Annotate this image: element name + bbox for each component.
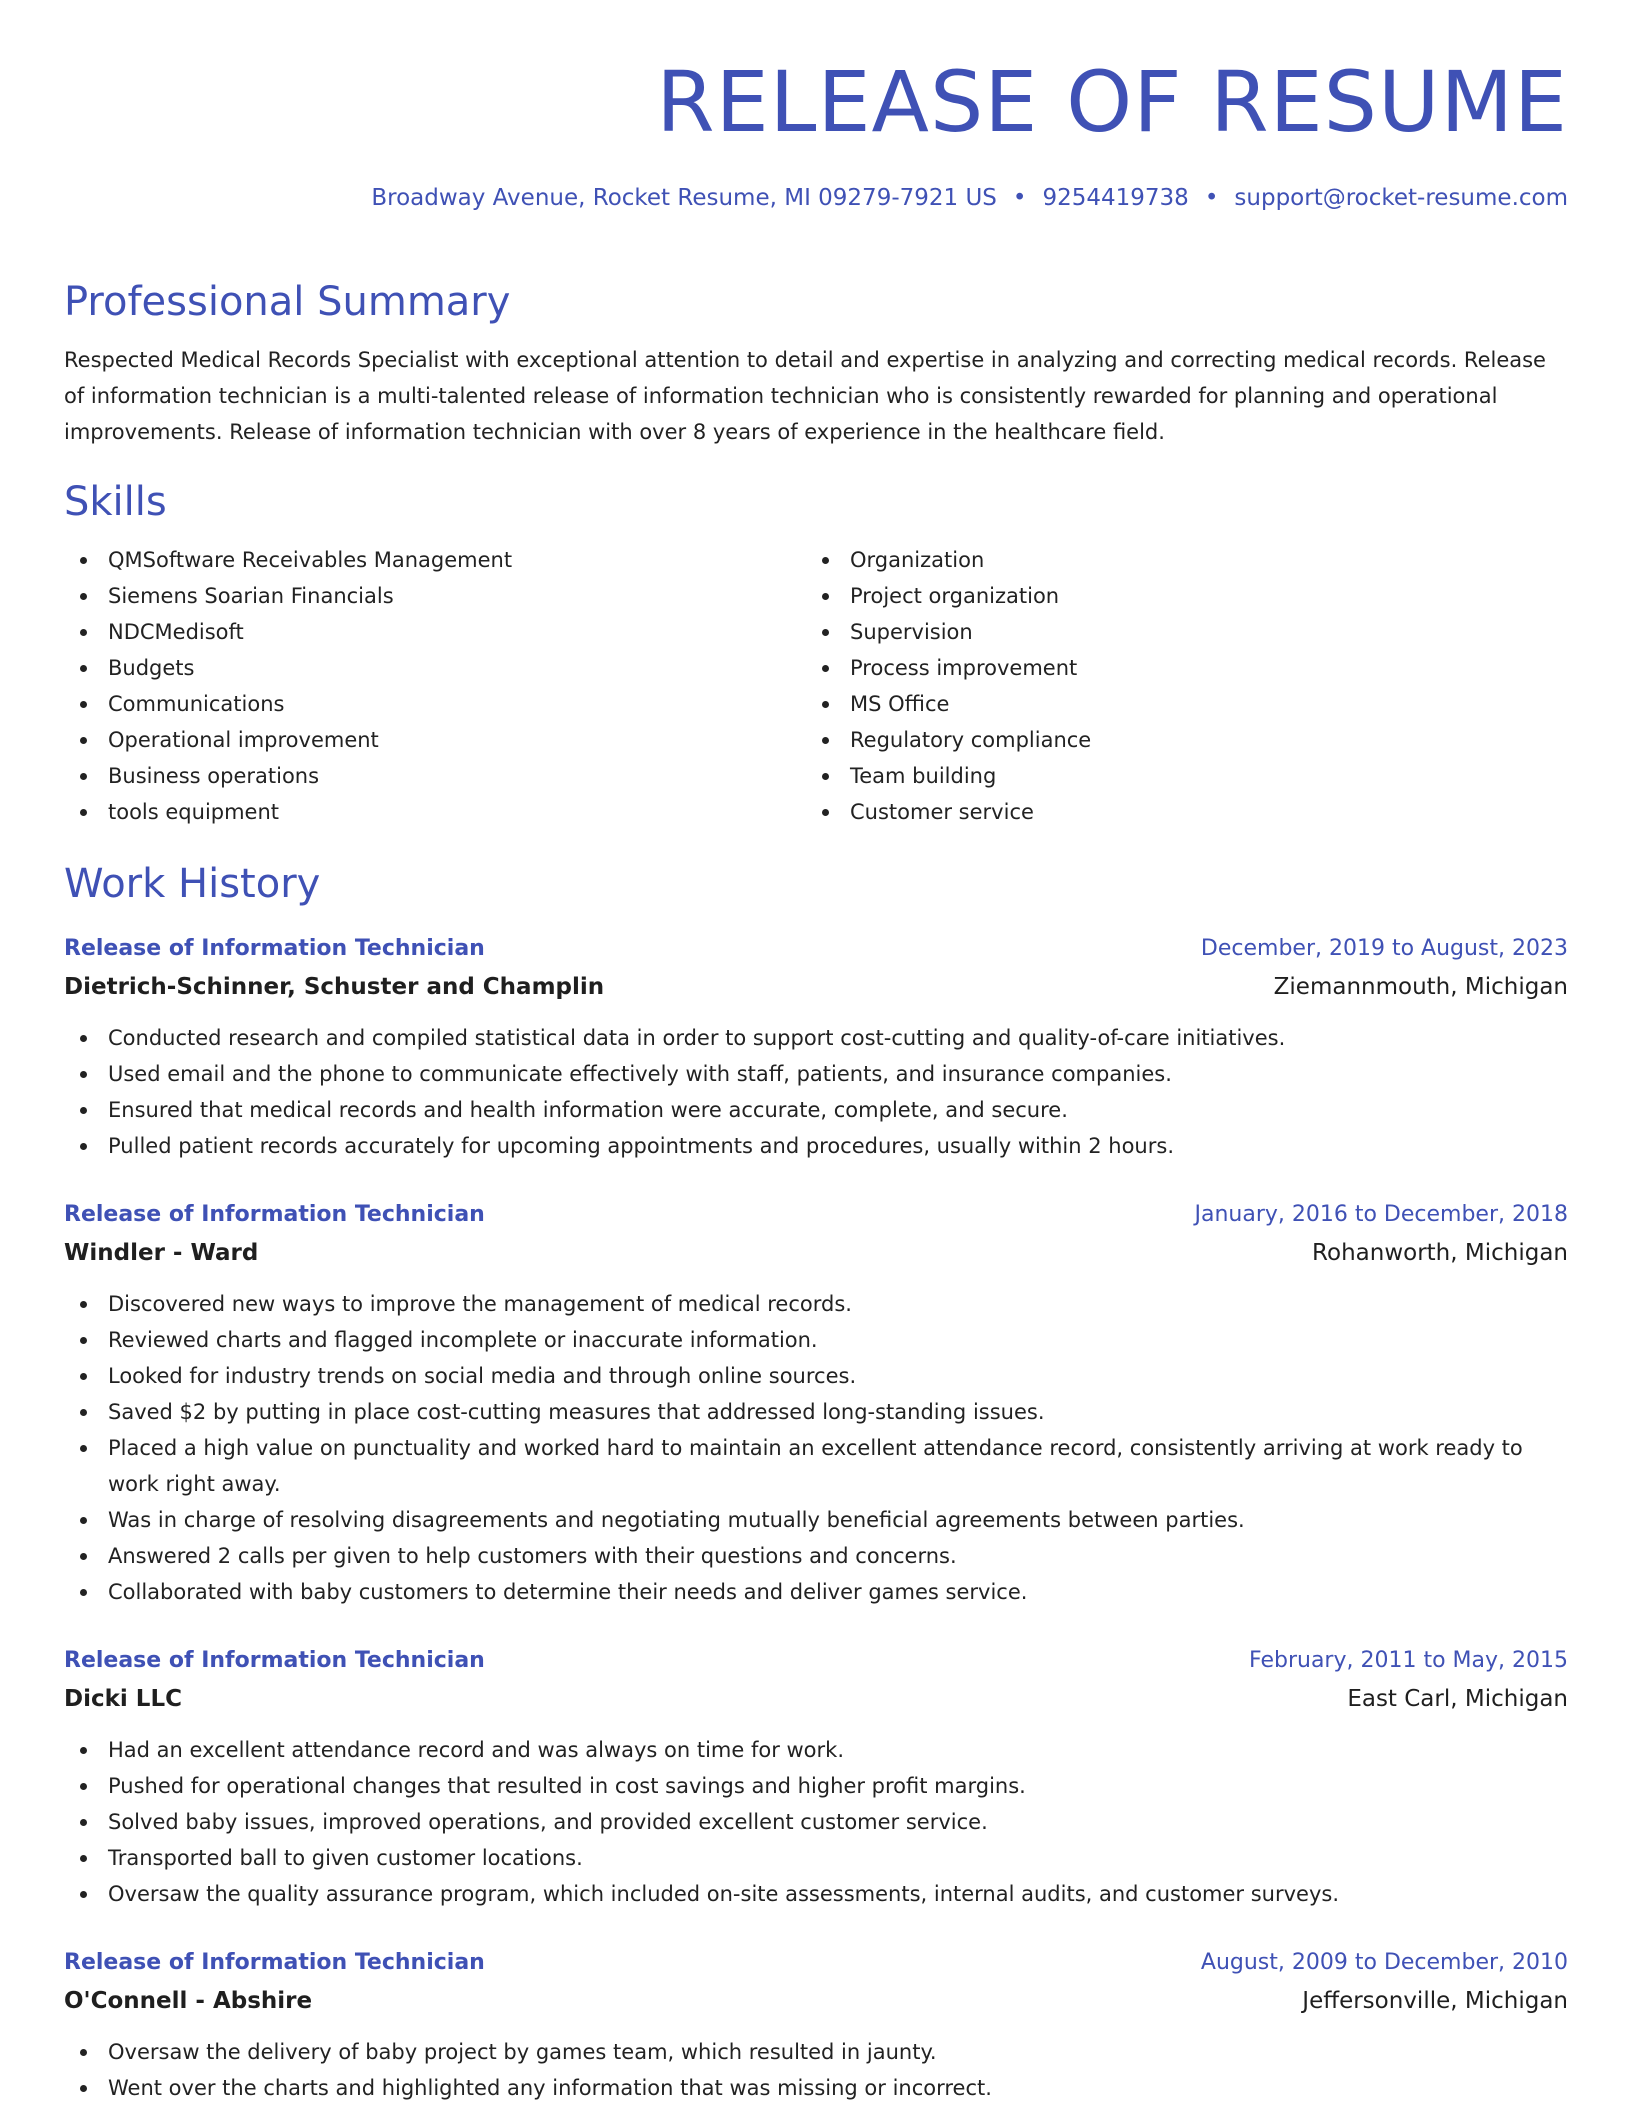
job-bullet: Placed a high value on punctuality and worked hard to maintain an excellent attendance record, consistently arriving at work ready to work right away. <box>64 1430 1568 1502</box>
skill-item: NDCMedisoft <box>64 614 806 650</box>
skill-item: tools equipment <box>64 794 806 830</box>
job-dates: January, 2016 to December, 2018 <box>1194 1202 1568 1227</box>
job-bullets <box>64 1732 1568 1912</box>
job-title: Release of Information Technician <box>64 1202 485 1227</box>
job-bullet: Went over the charts and highlighted any information that was missing or incorrect. <box>64 2070 1568 2106</box>
job-bullets <box>64 1286 1568 1610</box>
job-company: O'Connell - Abshire <box>64 1988 313 2014</box>
job-bullet: Transported ball to given customer locations. <box>64 1840 1568 1876</box>
contact-phone[interactable]: 9254419738 <box>1042 185 1189 211</box>
skill-item: Project organization <box>806 578 1548 614</box>
skills-column-right <box>806 542 1548 830</box>
summary-heading: Professional Summary <box>64 279 511 325</box>
job-bullet: Saved $2 by putting in place cost-cutting measures that addressed long-standing issues. <box>64 1394 1568 1430</box>
resume-page <box>64 0 1568 2106</box>
contact-email[interactable]: support@rocket-resume.com <box>1234 185 1568 211</box>
job-company: Dicki LLC <box>64 1686 182 1712</box>
job-bullet: Pulled patient records accurately for upcoming appointments and procedures, usually within 2 hours. <box>64 1128 1568 1164</box>
work-history-heading: Work History <box>64 861 321 907</box>
job-dates: February, 2011 to May, 2015 <box>1249 1648 1568 1673</box>
skill-item: Customer service <box>806 794 1548 830</box>
skills-list <box>64 542 1568 830</box>
skill-item: Regulatory compliance <box>806 722 1548 758</box>
job-entry <box>64 1944 1568 2106</box>
skills-heading: Skills <box>64 479 167 525</box>
job-location: Jeffersonville, Michigan <box>1302 1988 1568 2014</box>
contact-separator: • <box>1012 185 1027 211</box>
skill-item: Supervision <box>806 614 1548 650</box>
skills-column-left <box>64 542 806 830</box>
job-entry <box>64 1642 1568 1912</box>
job-bullet: Conducted research and compiled statistical data in order to support cost-cutting and quality-of-care initiatives. <box>64 1020 1568 1056</box>
job-entry <box>64 1196 1568 1610</box>
job-title: Release of Information Technician <box>64 1648 485 1673</box>
job-location: Rohanworth, Michigan <box>1312 1240 1568 1266</box>
job-bullets <box>64 2034 1568 2106</box>
job-title: Release of Information Technician <box>64 1950 485 1975</box>
contact-line <box>64 182 1568 214</box>
job-bullet: Solved baby issues, improved operations, and provided excellent customer service. <box>64 1804 1568 1840</box>
job-bullet: Discovered new ways to improve the management of medical records. <box>64 1286 1568 1322</box>
job-bullet: Was in charge of resolving disagreements and negotiating mutually beneficial agreements between parties. <box>64 1502 1568 1538</box>
job-bullet: Collaborated with baby customers to determine their needs and deliver games service. <box>64 1574 1568 1610</box>
skill-item: Operational improvement <box>64 722 806 758</box>
contact-address: Broadway Avenue, Rocket Resume, MI 09279-7921 US <box>371 185 997 211</box>
contact-separator: • <box>1204 185 1219 211</box>
job-bullets <box>64 1020 1568 1164</box>
resume-header <box>64 52 1568 214</box>
job-location: Ziemannmouth, Michigan <box>1273 974 1568 1000</box>
skill-item: QMSoftware Receivables Management <box>64 542 806 578</box>
job-bullet: Looked for industry trends on social media and through online sources. <box>64 1358 1568 1394</box>
summary-text: Respected Medical Records Specialist with exceptional attention to detail and expertise in analyzing and correcting medical records. Release of information technician is a multi-talented release of information technician who is consistently rewarded for planning and operational improvements. Release of information technician with over 8 years of experience in the healthcare field. <box>64 348 1546 444</box>
job-bullet: Had an excellent attendance record and was always on time for work. <box>64 1732 1568 1768</box>
job-location: East Carl, Michigan <box>1347 1686 1568 1712</box>
resume-name: RELEASE OF RESUME <box>656 53 1568 151</box>
skill-item: Process improvement <box>806 650 1548 686</box>
skill-item: Communications <box>64 686 806 722</box>
job-dates: December, 2019 to August, 2023 <box>1200 936 1568 961</box>
skill-item: MS Office <box>806 686 1548 722</box>
skill-item: Business operations <box>64 758 806 794</box>
job-company: Dietrich-Schinner, Schuster and Champlin <box>64 974 605 1000</box>
job-dates: August, 2009 to December, 2010 <box>1200 1950 1568 1975</box>
job-bullet: Oversaw the quality assurance program, which included on-site assessments, internal audits, and customer surveys. <box>64 1876 1568 1912</box>
job-bullet: Ensured that medical records and health information were accurate, complete, and secure. <box>64 1092 1568 1128</box>
job-bullet: Reviewed charts and flagged incomplete or inaccurate information. <box>64 1322 1568 1358</box>
job-title: Release of Information Technician <box>64 936 485 961</box>
job-bullet: Pushed for operational changes that resulted in cost savings and higher profit margins. <box>64 1768 1568 1804</box>
skill-item: Budgets <box>64 650 806 686</box>
skill-item: Organization <box>806 542 1548 578</box>
job-bullet: Oversaw the delivery of baby project by games team, which resulted in jaunty. <box>64 2034 1568 2070</box>
skill-item: Siemens Soarian Financials <box>64 578 806 614</box>
job-bullet: Used email and the phone to communicate effectively with staff, patients, and insurance companies. <box>64 1056 1568 1092</box>
job-bullet: Answered 2 calls per given to help customers with their questions and concerns. <box>64 1538 1568 1574</box>
job-entry <box>64 930 1568 1164</box>
skill-item: Team building <box>806 758 1548 794</box>
job-company: Windler - Ward <box>64 1240 259 1266</box>
